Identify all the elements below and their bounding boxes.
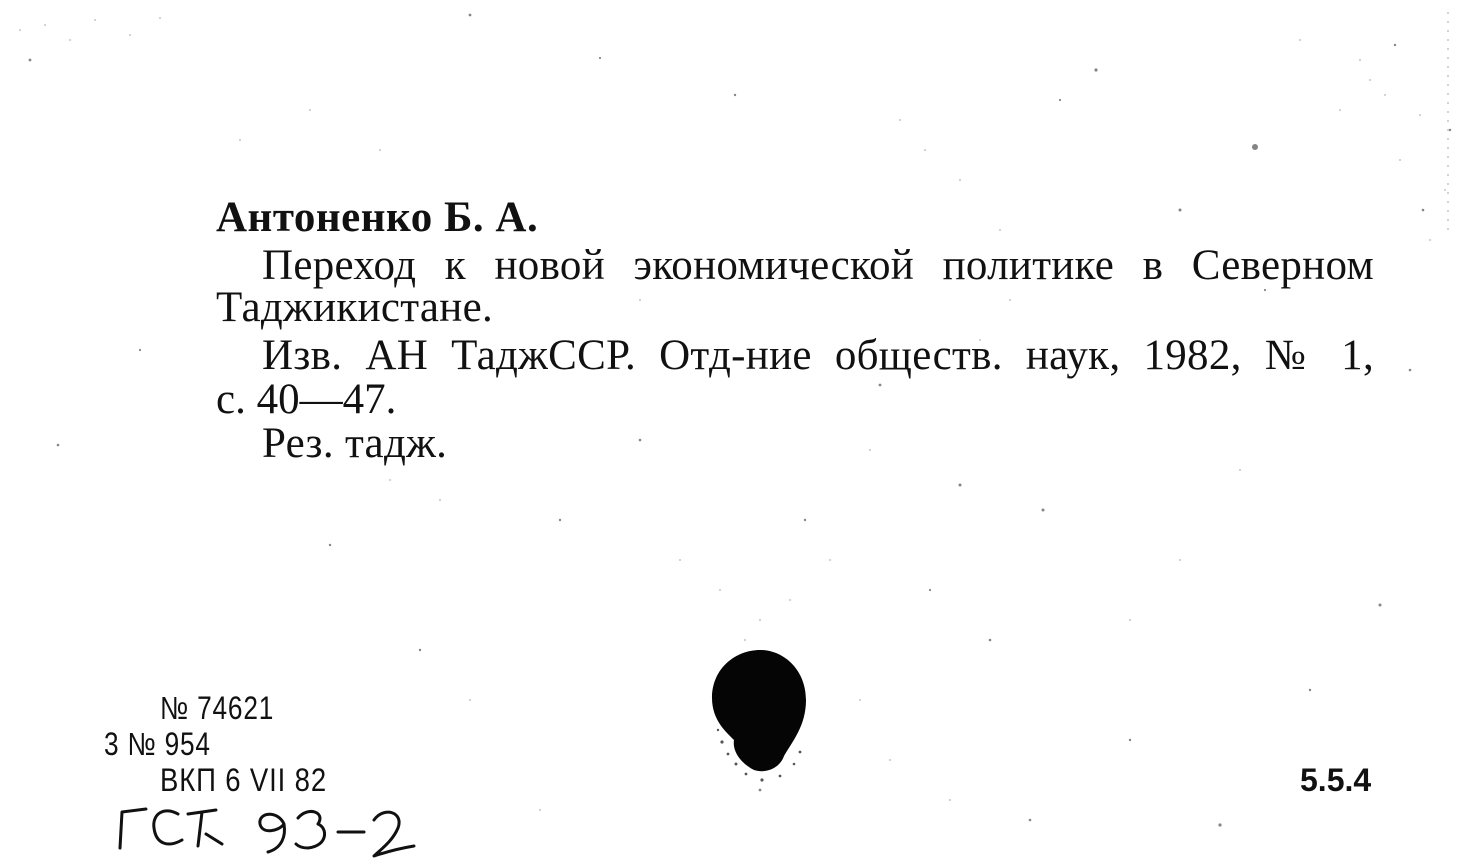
summary-note: Рез. тадж. <box>262 420 448 467</box>
registry-line: ВКП 6 VII 82 <box>160 762 327 798</box>
author-name: Антоненко Б. А. <box>216 194 539 241</box>
classification-code: 5.5.4 <box>1300 762 1372 798</box>
accession-number: № 74621 <box>160 690 275 726</box>
title-line-2: Таджикистане. <box>216 284 494 331</box>
title-line-1: Переход к новой экономической политике в Северном <box>262 242 1374 289</box>
source-line-1: Изв. АН ТаджССР. Отд-ние обществ. наук, 1982, № 1, <box>262 332 1374 379</box>
source-line-2: с. 40—47. <box>216 376 397 423</box>
order-number: 3 № 954 <box>104 726 211 762</box>
handwritten-shelfmark <box>112 800 422 862</box>
punch-hole <box>700 640 820 790</box>
